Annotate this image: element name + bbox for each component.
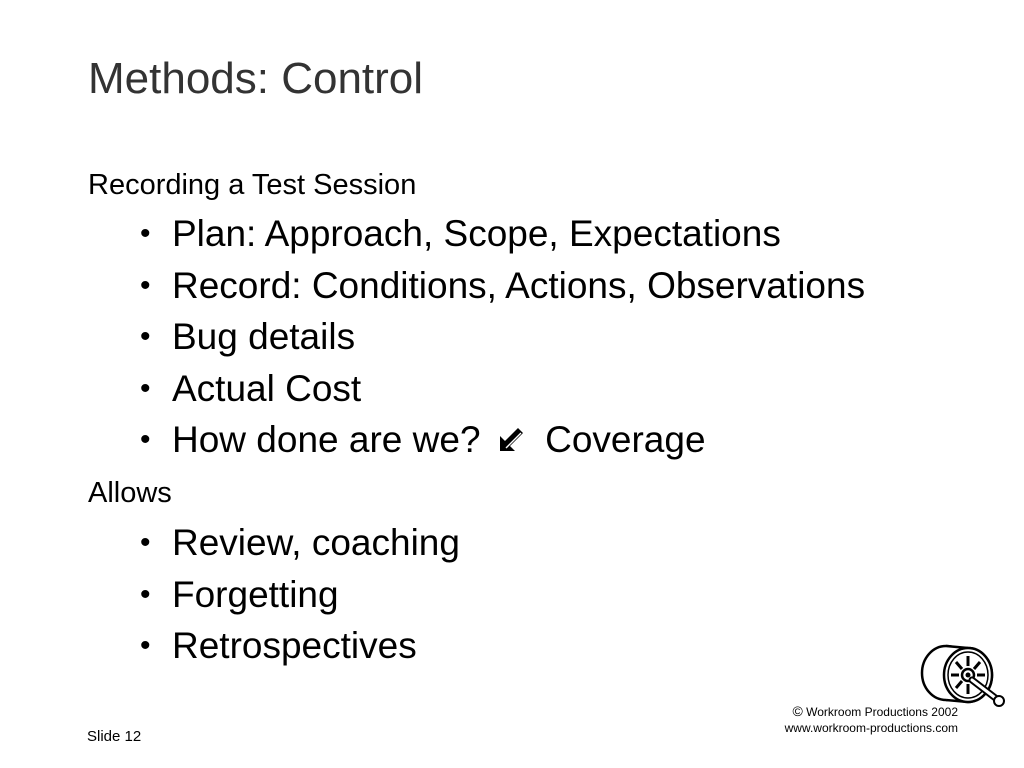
copyright-symbol: © (792, 703, 803, 719)
list-item (140, 418, 865, 470)
section-heading-recording: Recording a Test Session (88, 169, 417, 201)
section-heading-allows: Allows (88, 477, 172, 509)
list-item (140, 367, 865, 419)
bullet-text: Retrospectives (172, 625, 417, 666)
bullet-text: Review, coaching (172, 522, 460, 563)
list-item (140, 264, 865, 316)
bullet-list-allows (140, 521, 460, 676)
bullet-glyph: • (140, 217, 151, 250)
bullet-glyph: • (140, 629, 151, 662)
website-text: www.workroom-productions.com (784, 721, 958, 735)
list-item (140, 315, 865, 367)
copyright-line (785, 703, 958, 720)
bullet-glyph: • (140, 268, 151, 302)
bullet-glyph: • (140, 320, 151, 353)
bullet-glyph: • (140, 577, 151, 611)
bullet-glyph: • (140, 371, 151, 405)
bullet-text: Forgetting (172, 573, 339, 615)
slide-number: Slide 12 (87, 728, 142, 745)
bullet-text: Bug details (172, 316, 356, 357)
bullet-glyph: • (140, 526, 151, 559)
arrow-down-left-icon (497, 424, 527, 454)
bullet-list-recording (140, 212, 865, 470)
slide-title: Methods: Control (88, 54, 424, 103)
bullet-text: Plan: Approach, Scope, Expectations (172, 213, 781, 254)
copyright-text: Workroom Productions 2002 (806, 705, 958, 719)
coverage-text: Coverage (545, 419, 706, 460)
list-item (140, 573, 460, 625)
list-item (140, 624, 460, 676)
list-item (140, 212, 865, 264)
bullet-text: How done are we? (172, 419, 481, 460)
list-item (140, 521, 460, 573)
bullet-glyph: • (140, 423, 151, 456)
bullet-text: Actual Cost (172, 367, 362, 409)
bullet-text: Record: Conditions, Actions, Observations (172, 264, 866, 306)
copyright-notice (785, 703, 958, 736)
film-reel-logo (908, 640, 1008, 710)
